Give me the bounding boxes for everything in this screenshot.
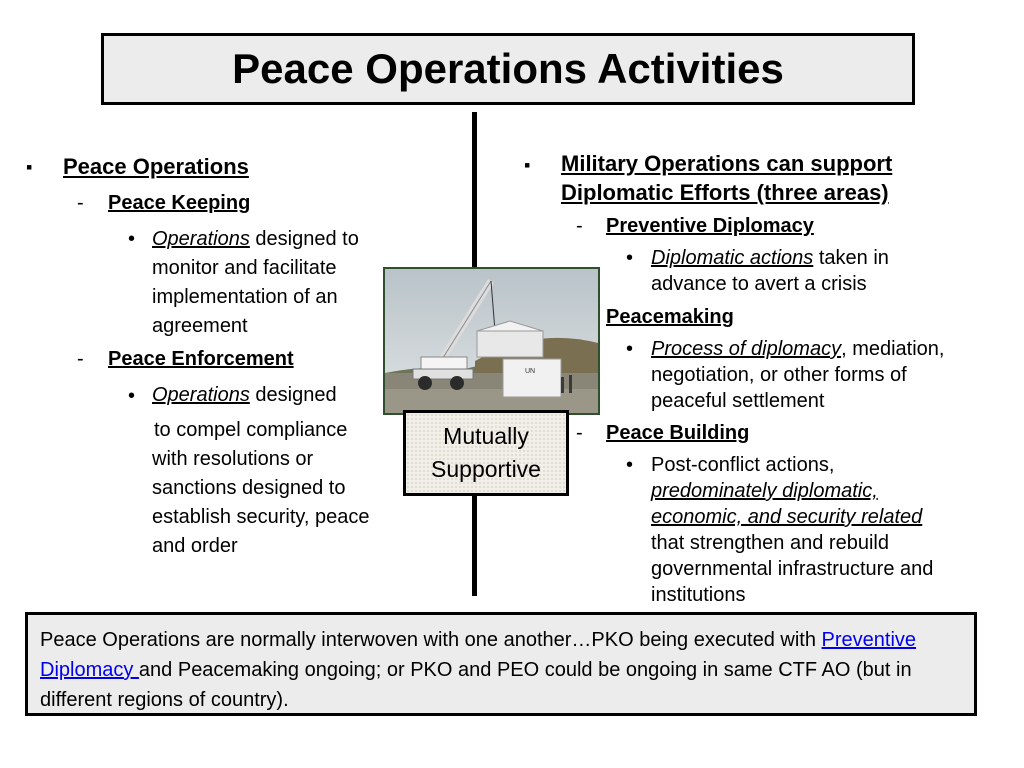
dot-bullet: • — [626, 338, 634, 360]
preventive-diplomacy-description — [651, 245, 889, 297]
dot-bullet: • — [626, 454, 634, 476]
description-line: monitor and facilitate — [152, 257, 337, 279]
description-line: , mediation, — [841, 338, 945, 360]
dot-bullet: • — [626, 247, 634, 269]
description-line: and order — [152, 535, 238, 557]
mutually-text: Mutually — [443, 423, 529, 449]
peace-enforcement-first-line — [152, 381, 337, 410]
description-line: peaceful settlement — [651, 390, 825, 412]
crane-photo — [383, 267, 600, 415]
title-box — [101, 33, 915, 105]
description-line: advance to avert a crisis — [651, 273, 867, 295]
preventive-diplomacy-label: Preventive Diplomacy — [606, 215, 814, 237]
peace-building-description — [651, 452, 933, 608]
peace-keeping-description — [152, 225, 359, 341]
peacemaking-description — [651, 336, 944, 414]
military-operations-heading — [561, 149, 892, 207]
description-line: designed to — [249, 228, 359, 250]
description-line: taken in — [813, 247, 889, 269]
square-bullet-icon: ▪ — [524, 155, 531, 175]
mutually-supportive-label — [403, 410, 569, 496]
square-bullet-icon: ▪ — [26, 157, 33, 177]
heading-line: Military Operations can support — [561, 151, 893, 176]
description-line: Post-conflict actions, — [651, 454, 835, 476]
dot-bullet: • — [128, 385, 136, 407]
peace-building-label: Peace Building — [606, 422, 750, 444]
description-line: implementation of an — [152, 286, 338, 308]
description-line: negotiation, or other forms of — [651, 364, 907, 386]
dot-bullet: • — [128, 228, 136, 250]
page-title: Peace Operations Activities — [232, 45, 784, 92]
description-line: institutions — [651, 584, 746, 606]
summary-note — [25, 612, 977, 716]
dash-bullet: - — [576, 422, 583, 444]
peace-enforcement-description — [152, 416, 370, 561]
peacemaking-label: Peacemaking — [606, 306, 734, 328]
note-text: Peace Operations are normally interwoven with one another…PKO being executed with — [40, 629, 822, 651]
supportive-text: Supportive — [431, 456, 541, 482]
dash-bullet: - — [576, 215, 583, 237]
process-of-diplomacy-term: Process of diplomacy — [651, 338, 842, 360]
operations-term: Operations — [152, 228, 250, 250]
un-marking: UN — [525, 368, 536, 375]
dash-bullet: - — [77, 192, 84, 214]
description-line: to compel compliance — [154, 419, 348, 441]
heading-line: Diplomatic Efforts (three areas) — [561, 180, 889, 205]
description-line: agreement — [152, 315, 248, 337]
description-line: predominately diplomatic, — [651, 480, 878, 502]
note-text: and Peacemaking ongoing; or PKO and PEO could be ongoing in same CTF AO (but in different regions of country). — [40, 659, 912, 711]
peace-enforcement-label: Peace Enforcement — [108, 348, 294, 370]
peace-keeping-label: Peace Keeping — [108, 192, 251, 214]
description-line: sanctions designed to — [152, 477, 346, 499]
description-line: with resolutions or — [152, 448, 314, 470]
peace-operations-heading: Peace Operations — [63, 154, 249, 179]
description-line: governmental infrastructure and — [651, 558, 934, 580]
description-line: designed — [249, 384, 337, 406]
operations-term: Operations — [152, 384, 250, 406]
description-line: establish security, peace — [152, 506, 370, 528]
dash-bullet: - — [77, 348, 84, 370]
preventive-diplomacy-link[interactable]: Preventive Diplomacy — [40, 629, 917, 681]
diplomatic-actions-term: Diplomatic actions — [651, 247, 814, 269]
description-line: that strengthen and rebuild — [651, 532, 889, 554]
description-line: economic, and security related — [651, 506, 923, 528]
